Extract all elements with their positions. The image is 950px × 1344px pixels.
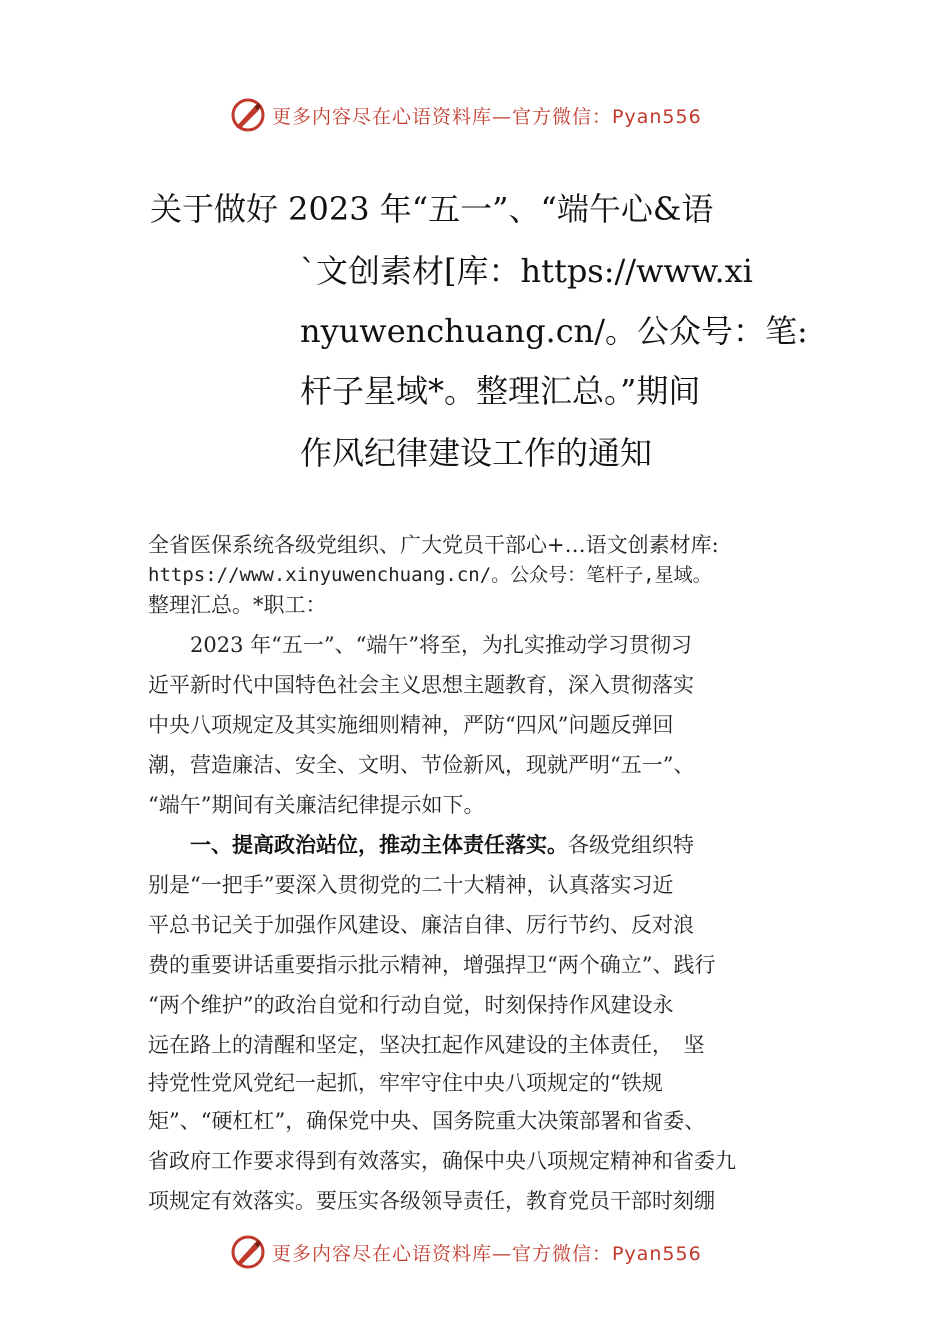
footer-banner <box>230 1232 750 1272</box>
banner-text <box>272 102 702 129</box>
banner-wechat-id: Pyan556 <box>612 105 702 128</box>
para2-line: 持党性党风党纪一起抓，牢牢守住中央八项规定的“铁规 <box>148 1071 663 1095</box>
addressee-line-2: https://www.xinyuwenchuang.cn/。公众号：笔杆子,星域。 <box>148 564 712 586</box>
section-heading: 一、提高政治站位，推动主体责任落实。 <box>148 832 568 857</box>
para2-first-line <box>148 832 694 858</box>
para2-line: 远在路上的清醒和坚定，坚决扛起作风建设的主体责任， 坚 <box>148 1033 705 1057</box>
doc-title-line-1: 关于做好 2023 年“五一”、“端午心&语 <box>150 190 714 228</box>
para1-line: “端午”期间有关廉洁纪律提示如下。 <box>148 793 485 817</box>
header-banner <box>230 95 750 135</box>
banner-separator: — <box>492 1242 513 1265</box>
para2-line: 项规定有效落实。要压实各级领导责任，教育党员干部时刻绷 <box>148 1189 715 1213</box>
para1-line: 中央八项规定及其实施细则精神，严防“四风”问题反弹回 <box>148 713 674 737</box>
para1-line: 2023 年“五一”、“端午”将至，为扎实推动学习贯彻习 <box>148 633 693 657</box>
para1-line: 潮，营造廉洁、安全、文明、节俭新风，现就严明“五一”、 <box>148 753 695 777</box>
addressee-line-1: 全省医保系统各级党组织、广大党员干部心+…语文创素材库: <box>148 533 719 557</box>
para2-line: “两个维护”的政治自觉和行动自觉，时刻保持作风建设永 <box>148 993 674 1017</box>
addressee-line-3: 整理汇总。*职工： <box>148 593 327 617</box>
banner-separator: — <box>492 105 513 128</box>
banner-text <box>272 1239 702 1266</box>
doc-title-line-2: `文创素材[库：https://www.xi <box>300 252 753 290</box>
pen-logo-icon <box>230 97 266 133</box>
para2-line: 平总书记关于加强作风建设、廉洁自律、厉行节约、反对浪 <box>148 913 694 937</box>
para2-line: 省政府工作要求得到有效落实，确保中央八项规定精神和省委九 <box>148 1149 736 1173</box>
pen-logo-icon <box>230 1234 266 1270</box>
doc-title-line-5: 作风纪律建设工作的通知 <box>300 434 653 472</box>
para1-line: 近平新时代中国特色社会主义思想主题教育，深入贯彻落实 <box>148 673 694 697</box>
doc-title-line-3: nyuwenchuang.cn/。公众号：笔: <box>300 312 808 350</box>
banner-wechat-label: 官方微信： <box>512 1242 613 1265</box>
doc-title-line-4: 杆子星域*。整理汇总。”期间 <box>300 372 701 410</box>
banner-wechat-id: Pyan556 <box>612 1242 702 1265</box>
banner-title: 更多内容尽在心语资料库 <box>272 105 493 128</box>
para2-first-rest: 各级党组织特 <box>568 833 694 857</box>
banner-wechat-label: 官方微信： <box>512 105 613 128</box>
para2-line: 费的重要讲话重要指示批示精神，增强捍卫“两个确立”、践行 <box>148 953 716 977</box>
para2-line: 别是“一把手”要深入贯彻党的二十大精神，认真落实习近 <box>148 873 674 897</box>
para2-line: 矩”、“硬杠杠”，确保党中央、国务院重大决策部署和省委、 <box>148 1109 706 1133</box>
banner-title: 更多内容尽在心语资料库 <box>272 1242 493 1265</box>
